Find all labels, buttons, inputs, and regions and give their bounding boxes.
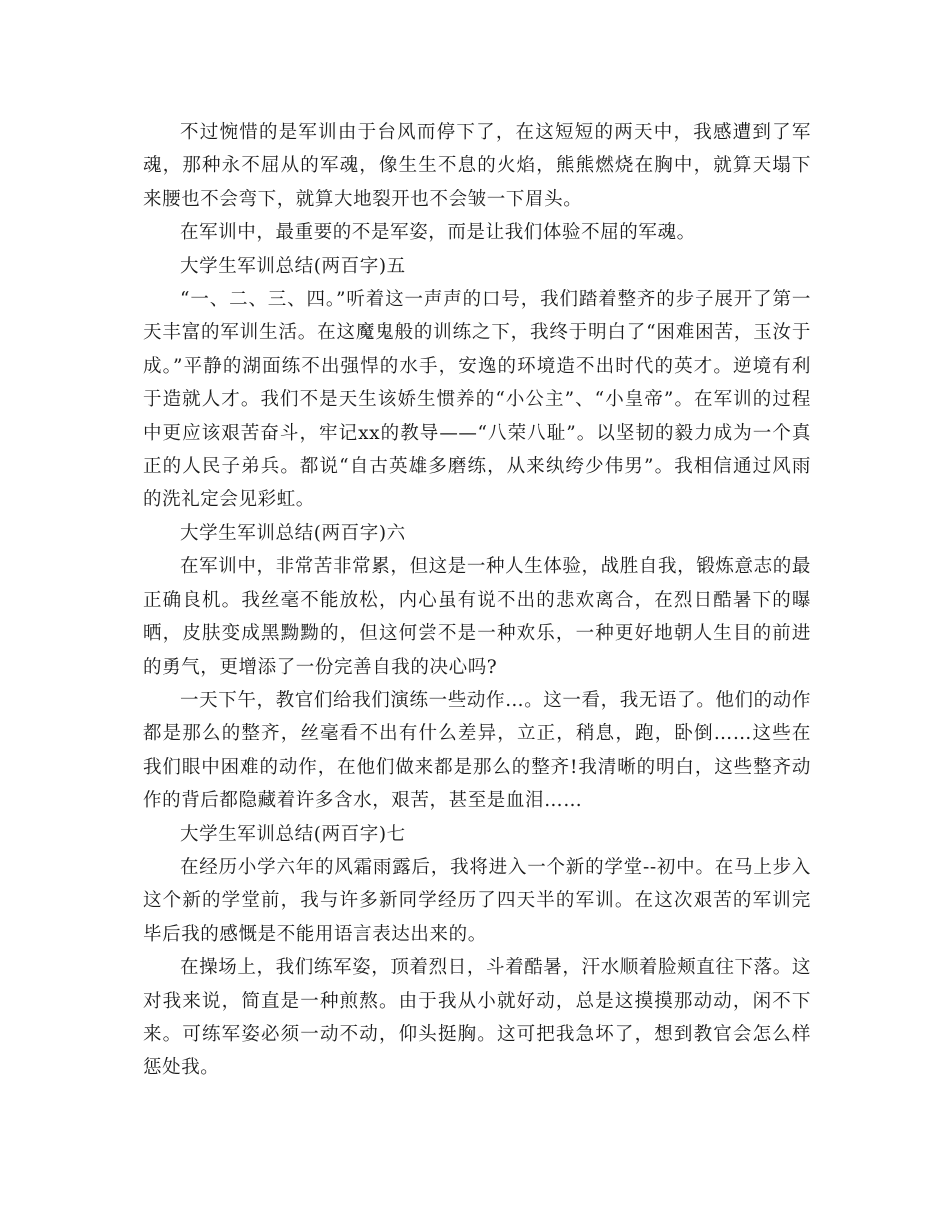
- paragraph-typhoon-stop: 不过惋惜的是军训由于台风而停下了，在这短短的两天中，我感遭到了军魂，那种永不屈从的军魂，像生生不息的火焰，熊熊燃烧在胸中，就算天塌下来腰也不会弯下，就算大地裂开也不会皱一下眉头。: [143, 122, 811, 210]
- section-heading-seven: 大学生军训总结(两百字)七: [180, 823, 406, 845]
- section-heading-six: 大学生军训总结(两百字)六: [180, 522, 406, 544]
- paragraph-new-school: 在经历小学六年的风霜雨露后，我将进入一个新的学堂--初中。在马上步入这个新的学堂前，我与许多新同学经历了四天半的军训。在这次艰苦的军训完毕后我的感慨是不能用语言表达出来的。: [143, 856, 811, 945]
- paragraph-hard-training: 在军训中，非常苦非常累，但这是一种人生体验，战胜自我，锻炼意志的最正确良机。我丝毫不能放松，内心虽有说不出的悲欢离合，在烈日酷暑下的曝晒，皮肤变成黑黝黝的，但这何尝不是一种欢乐，一种更好地朝人生目的前进的勇气，更增添了一份完善自我的决心吗?: [143, 556, 811, 678]
- section-heading-five: 大学生军训总结(两百字)五: [180, 255, 406, 277]
- paragraph-first-day: “一、二、三、四。”听着这一声声的口号，我们踏着整齐的步子展开了第一天丰富的军训生活。在这魔鬼般的训练之下，我终于明白了“困难困苦，玉汝于成。”平静的湖面练不出强悍的水手，安逸的环境造不出时代的英才。逆境有利于造就人才。我们不是天生该娇生惯养的“小公主”、“小皇帝”。在军训的过程中更应该艰苦奋斗，牢记xx的教导——“八荣八耻”。以坚韧的毅力成为一个真正的人民子弟兵。都说“自古英雄多磨练，从来纨绔少伟男”。我相信通过风雨的洗礼定会见彩虹。: [143, 289, 811, 511]
- paragraph-military-soul: 在军训中，最重要的不是军姿，而是让我们体验不屈的军魂。: [180, 222, 696, 244]
- paragraph-standing-posture: 在操场上，我们练军姿，顶着烈日，斗着酷暑，汗水顺着脸颊直往下落。这对我来说，简直是一种煎熬。由于我从小就好动，总是这摸摸那动动，闲不下来。可练军姿必须一动不动，仰头挺胸。这可把我急坏了，想到教官会怎么样惩处我。: [143, 957, 811, 1079]
- paragraph-instructor-demo: 一天下午，教官们给我们演练一些动作…。这一看，我无语了。他们的动作都是那么的整齐，丝毫看不出有什么差异，立正，稍息，跑，卧倒……这些在我们眼中困难的动作，在他们做来都是那么的整齐!我清晰的明白，这些整齐动作的背后都隐藏着许多含水，艰苦，甚至是血泪……: [143, 689, 811, 812]
- document-body: [143, 116, 811, 1085]
